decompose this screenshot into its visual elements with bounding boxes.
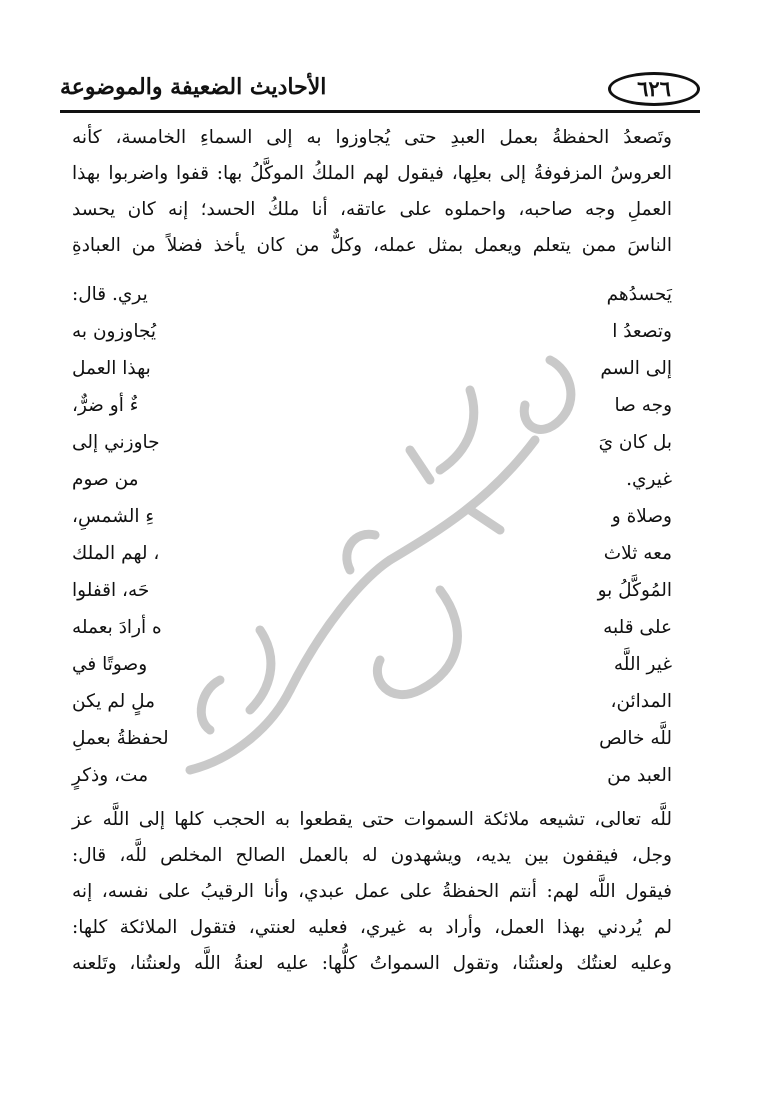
text-line-end: حَه، اقفلوا bbox=[72, 580, 150, 601]
text-line-start: بل كان يَ bbox=[598, 432, 672, 453]
text-line: وتَصعدُ الحفظةُ بعمل العبدِ حتى يُجاوزوا به إلى السماءِ الخامسة، كأنه bbox=[72, 127, 672, 148]
text-line-end: لحفظةُ بعملِ bbox=[72, 728, 169, 749]
text-line-start: على قلبه bbox=[603, 617, 672, 638]
text-line-end: وصوتًا في bbox=[72, 654, 148, 675]
text-line-start: وجه صا bbox=[614, 395, 672, 416]
text-line-start: المدائن، bbox=[610, 691, 672, 712]
waqf-watermark bbox=[140, 330, 620, 790]
text-line: للَّه تعالى، تشيعه ملائكة السموات حتى يقطعوا به الحجب كلها إلى اللَّه عز bbox=[72, 809, 672, 830]
text-line-end: جاوزني إلى bbox=[72, 432, 160, 453]
text-line-start: إلى السم bbox=[600, 358, 672, 379]
text-line: العملِ وجه صاحبه، واحملوه على عاتقه، أنا ملكُ الحسد؛ إنه كان يحسد bbox=[72, 199, 672, 220]
watermark-strokes bbox=[190, 360, 571, 770]
text-line-start: وصلاة و bbox=[611, 506, 672, 527]
text-line: الناسَ ممن يتعلم ويعمل بمثل عمله، وكلٌّ من كان يأخذ فضلاً من العبادةِ bbox=[72, 235, 672, 256]
text-line-start: وتصعدُ ا bbox=[612, 321, 672, 342]
text-line-start: العبد من bbox=[607, 765, 672, 786]
text-line-end: من صوم bbox=[72, 469, 139, 490]
text-line-end: ملٍ لم يكن bbox=[72, 691, 156, 712]
text-line-start: للَّه خالص bbox=[599, 728, 672, 749]
text-line: وجل، فيقفون بين يديه، ويشهدون له بالعمل الصالح المخلص للَّه، قال: bbox=[72, 845, 672, 866]
text-line: وعليه لعنتُك ولعنتُنا، وتقول السمواتُ كلُّها: عليه لعنةُ اللَّه ولعنتُنا، وتَلعنه bbox=[72, 953, 672, 974]
text-line-start: غير اللَّه bbox=[613, 654, 672, 675]
text-line-end: يُجاوزون به bbox=[72, 321, 157, 342]
text-line-end: مت، وذكرٍ bbox=[72, 765, 149, 786]
text-line-end: ءٌ أو ضرٌّ، bbox=[72, 395, 139, 416]
text-line-start: غيري. bbox=[626, 469, 672, 490]
text-line: فيقول اللَّه لهم: أنتم الحفظةُ على عمل عبدي، وأنا الرقيبُ على نفسه، إنه bbox=[72, 881, 672, 902]
text-line-start: معه ثلاث bbox=[603, 543, 672, 564]
text-line-end: يري. قال: bbox=[72, 284, 148, 305]
page-number-badge: ٦٢٦ bbox=[608, 72, 700, 106]
text-line-end: ءِ الشمسِ، bbox=[72, 506, 155, 527]
header-rule bbox=[60, 110, 700, 113]
text-line: العروسُ المزفوفةُ إلى بعلِها، فيقول لهم الملكُ الموكَّلُ بها: قفوا واضربوا بهذا bbox=[72, 163, 672, 184]
text-line-start: المُوكَّلُ بو bbox=[597, 580, 672, 601]
running-title: الأحاديث الضعيفة والموضوعة bbox=[60, 74, 327, 100]
text-line: لم يُردني بهذا العمل، وأراد به غيري، فعليه لعنتي، فتقول الملائكة كلها: bbox=[72, 917, 672, 938]
page-header bbox=[60, 72, 700, 110]
text-line-start: يَحسدُهم bbox=[606, 284, 672, 305]
text-line-end: ، لهم الملك bbox=[72, 543, 160, 564]
text-line-end: ه أرادَ بعمله bbox=[72, 617, 162, 638]
text-line-end: بهذا العمل bbox=[72, 358, 151, 379]
